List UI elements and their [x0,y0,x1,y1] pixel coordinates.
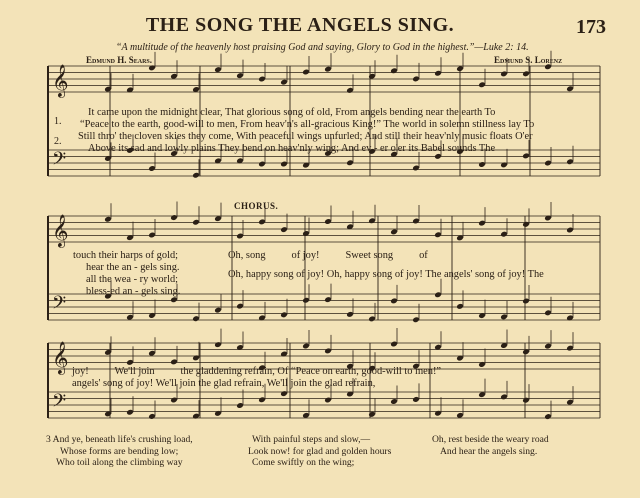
lyric-line-4: Above its sad and lowly plains They bend on heav'nly wing; And ev - er o'er its Babel sounds The [88,143,496,154]
lyricist-credit: Edmund H. Sears. [86,55,153,65]
system3-line-1: joy! We'll join the gladdening refrain, Of “Peace on earth, good-will to men!” [72,366,442,377]
treble-clef-3: 𝄞 [52,341,69,374]
bass-clef-1: 𝄢 [52,149,67,174]
bass-clef-3: 𝄢 [52,391,67,416]
verse3-column-2: With painful steps and slow,— Look now! for glad and golden hours Come swiftly on the wing; [248,434,392,469]
chorus-right-line-1: Oh, song of joy! Sweet song of [228,250,428,261]
system3-line-2: angels' song of joy! We'll join the glad refrain, We'll join the glad refrain, [72,378,376,389]
chorus-left-line-2: hear the an - gels sing. [86,262,180,273]
lyric-line-2: “Peace to the earth, good-will to men, From heav'n's all-gracious King!” The world in solemn stillness lay To [80,119,535,130]
verse-number-2: 2. [54,136,62,147]
verse-number-1: 1. [54,116,62,127]
scripture-quote: “A multitude of the heavenly host praising God and saying, Glory to God in the highest.”—Luke 2: 14. [116,42,529,53]
lyric-line-1: It came upon the midnight clear, That glorious song of old, From angels bending near the earth To [88,107,496,118]
hymn-title: THE SONG THE ANGELS SING. [145,14,455,36]
composer-credit: Edmund S. Lorenz [494,55,563,65]
bass-clef-2: 𝄢 [52,293,67,318]
lyric-line-3: Still thro' the cloven skies they come, With peaceful wings unfurled; And still their heav'nly music floats O'er [78,131,533,142]
chorus-left-line-1: touch their harps of gold; [73,250,179,261]
chorus-left-line-4: bless-ed an - gels sing. [86,286,181,297]
chorus-right-line-2: Oh, happy song of joy! Oh, happy song of joy! The angels' song of joy! The [228,269,544,280]
chorus-label: CHORUS. [234,201,279,211]
page-number: 173 [576,16,606,38]
chorus-left-line-3: all the wea - ry world; [86,274,179,285]
verse3-column-3: Oh, rest beside the weary road And hear the angels sing. [432,434,549,457]
verse3-column-1: 3 And ye, beneath life's crushing load, Whose forms are bending low; Who toil along the climbing way [46,434,193,469]
treble-clef-1: 𝄞 [52,64,69,97]
treble-clef-2: 𝄞 [52,214,69,247]
